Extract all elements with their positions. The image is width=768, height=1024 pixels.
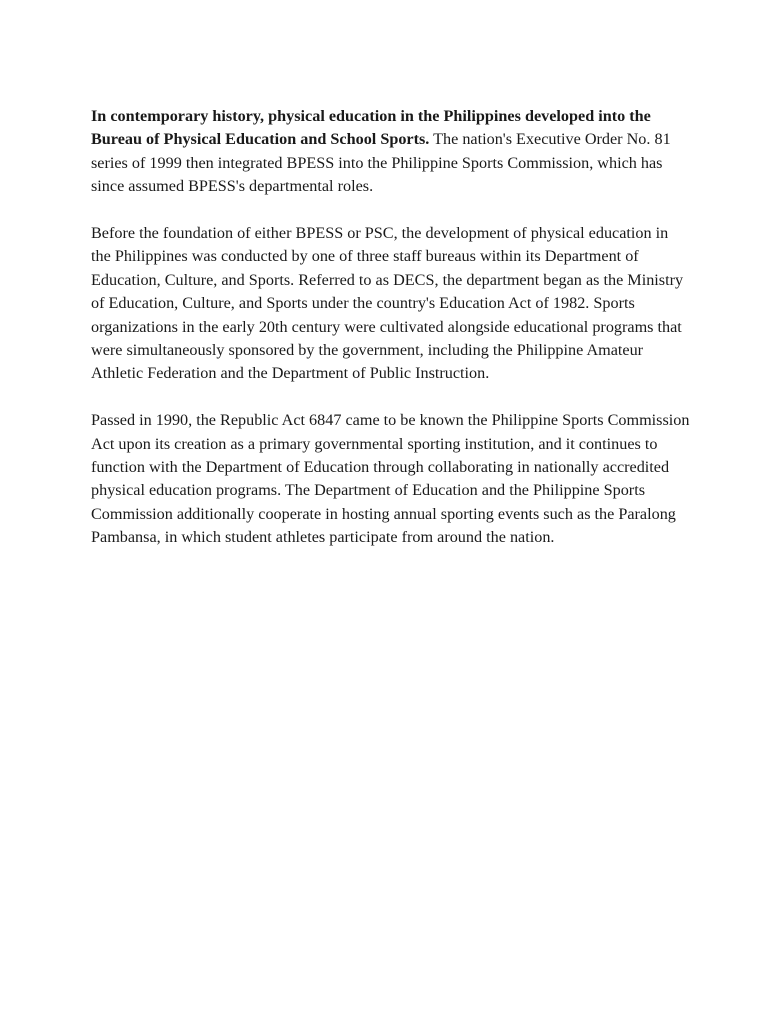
- paragraph-3-text: Passed in 1990, the Republic Act 6847 came to be known the Philippine Sports Commission Act upon its creation as a primary governmental sporting institution, and it continues to function with the Department of Education through collaborating in nationally accredited physical education programs. The Department of Education and the Philippine Sports Commission additionally cooperate in hosting annual sporting events such as the Paralong Pambansa, in which student athletes participate from around the nation.: [91, 411, 690, 547]
- paragraph-3: [91, 409, 691, 549]
- paragraph-1: [91, 105, 691, 199]
- document-body: [91, 105, 691, 550]
- paragraph-2: [91, 222, 691, 386]
- paragraph-1-text: The nation's Executive Order No. 81 series of 1999 then integrated BPESS into the Philippine Sports Commission, which has since assumed BPESS's departmental roles.: [91, 130, 671, 196]
- paragraph-2-text: Before the foundation of either BPESS or PSC, the development of physical education in the Philippines was conducted by one of three staff bureaus within its Department of Education, Culture, and Sports. Referred to as DECS, the department began as the Ministry of Education, Culture, and Sports under the country's Education Act of 1982. Sports organizations in the early 20th century were cultivated alongside educational programs that were simultaneously sponsored by the government, including the Philippine Amateur Athletic Federation and the Department of Public Instruction.: [91, 224, 684, 383]
- paragraph-1-bold-lead: In contemporary history, physical education in the Philippines developed into the Bureau of Physical Education and School Sports.: [91, 107, 651, 149]
